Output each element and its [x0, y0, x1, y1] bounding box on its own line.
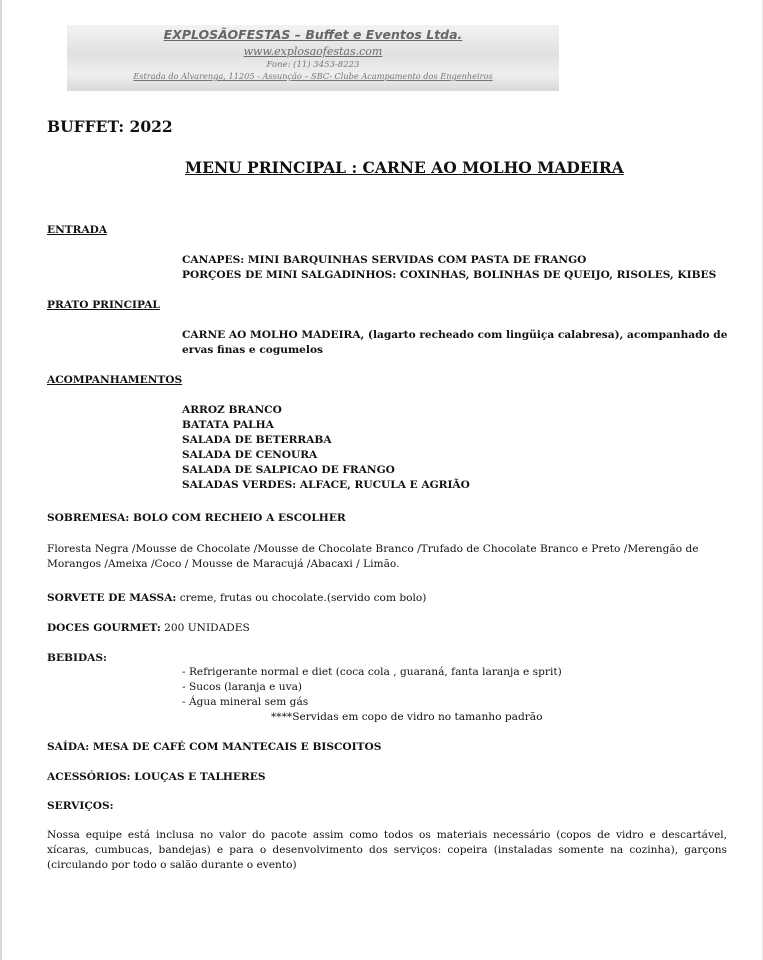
bebida-item: - Água mineral sem gás	[182, 696, 309, 708]
bebida-item: - Sucos (laranja e uva)	[182, 681, 303, 693]
servicos-heading: SERVIÇOS:	[47, 800, 114, 812]
doces-line	[47, 621, 250, 636]
acompanhamento-item: SALADA DE SALPICAO DE FRANGO	[182, 464, 395, 476]
sorvete-text: creme, frutas ou chocolate.(servido com bolo)	[176, 592, 427, 604]
acompanhamento-item: SALADAS VERDES: ALFACE, RUCULA E AGRIÃO	[182, 479, 470, 491]
entrada-item: CANAPES: MINI BARQUINHAS SERVIDAS COM PASTA DE FRANGO	[182, 254, 587, 266]
bebida-item: - Refrigerante normal e diet (coca cola , guaraná, fanta laranja e sprit)	[182, 666, 562, 678]
company-address: Estrada do Alvarenga, 11205 - Assunção – SBC- Clube Acampamento dos Engenheiros	[133, 71, 493, 81]
entrada-item: PORÇOES DE MINI SALGADINHOS: COXINHAS, BOLINHAS DE QUEIJO, RISOLES, KIBES	[182, 269, 717, 281]
company-website: www.explosaofestas.com	[243, 45, 383, 58]
menu-title: MENU PRINCIPAL : CARNE AO MOLHO MADEIRA	[185, 158, 624, 177]
prato-principal-heading: PRATO PRINCIPAL	[47, 299, 160, 311]
company-phone: Fone: (11) 3453-8223	[266, 60, 360, 70]
sorvete-line	[47, 591, 426, 606]
sorvete-label: SORVETE DE MASSA:	[47, 592, 177, 604]
acessorios-heading: ACESSÓRIOS: LOUÇAS E TALHERES	[47, 771, 266, 783]
bebidas-note: ****Servidas em copo de vidro no tamanho padrão	[271, 711, 543, 723]
buffet-year: BUFFET: 2022	[47, 117, 173, 136]
sobremesa-heading: SOBREMESA: BOLO COM RECHEIO A ESCOLHER	[47, 512, 346, 524]
acompanhamento-item: SALADA DE BETERRABA	[182, 434, 332, 446]
doces-text: 200 UNIDADES	[160, 622, 250, 634]
servicos-text: Nossa equipe está inclusa no valor do pacote assim como todos os materiais necessário (copos de vidro e descartável, xícaras, cumbucas, bandejas) e para o desenvolvimento dos serviços: copeira (instaladas somente na cozinha), garçons (circulando por todo o salão durante o evento)	[47, 829, 727, 871]
acompanhamento-item: ARROZ BRANCO	[182, 404, 282, 416]
sobremesa-flavors-line: Floresta Negra /Mousse de Chocolate /Mousse de Chocolate Branco /Trufado de Chocolate Branco e Preto /Merengão de	[47, 543, 699, 555]
bebidas-heading: BEBIDAS:	[47, 652, 107, 664]
saida-heading: SAÍDA: MESA DE CAFÉ COM MANTECAIS E BISCOITOS	[47, 741, 382, 753]
prato-principal-line: CARNE AO MOLHO MADEIRA, (lagarto recheado com lingüiça calabresa), acompanhado de	[182, 329, 728, 341]
acompanhamento-item: SALADA DE CENOURA	[182, 449, 318, 461]
doces-label: DOCES GOURMET:	[47, 622, 161, 634]
acompanhamento-item: BATATA PALHA	[182, 419, 274, 431]
sobremesa-flavors-line: Morangos /Ameixa /Coco / Mousse de Maracujá /Abacaxi / Limão.	[47, 558, 400, 570]
prato-principal-line: ervas finas e cogumelos	[182, 344, 323, 356]
entrada-heading: ENTRADA	[47, 224, 108, 236]
company-name: EXPLOSÃOFESTAS – Buffet e Eventos Ltda.	[163, 27, 463, 42]
acompanhamentos-heading: ACOMPANHAMENTOS	[47, 374, 183, 386]
letterhead-banner	[67, 25, 559, 91]
page-left-edge	[0, 0, 2, 960]
